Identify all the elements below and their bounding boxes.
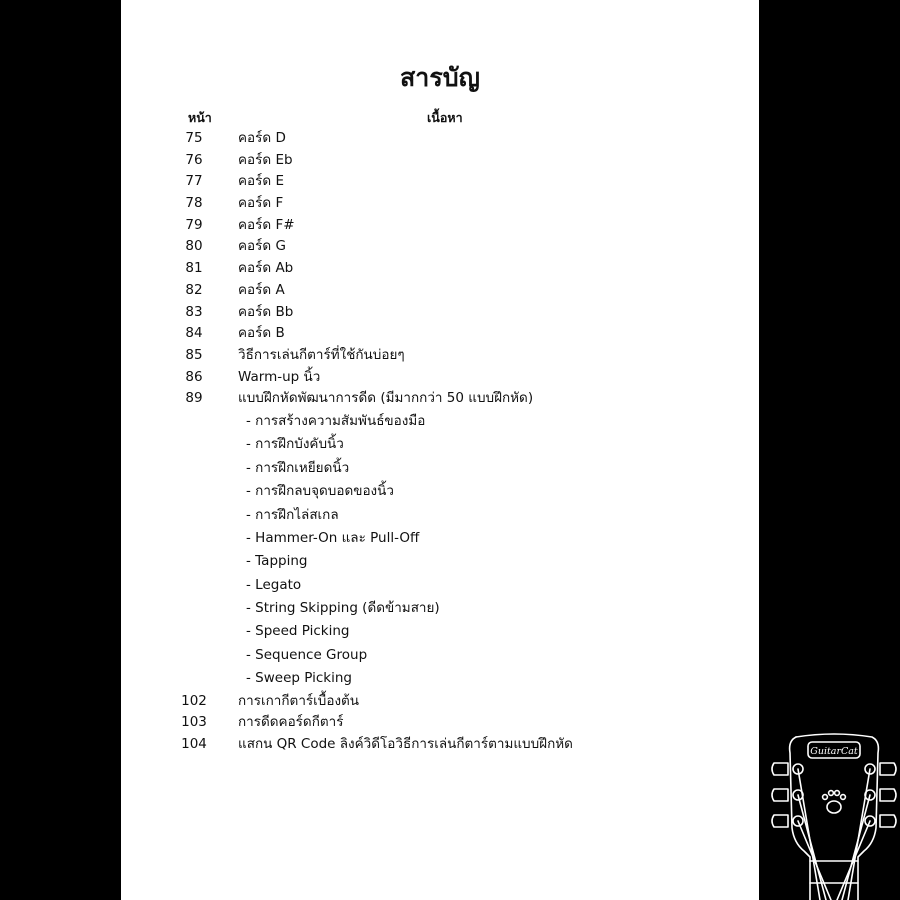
toc-subrow [121, 504, 759, 527]
toc-subentry-text: - การฝึกลบจุดบอดของนิ้ว [246, 483, 394, 500]
toc-entry-text: คอร์ด F# [238, 216, 295, 233]
toc-entry-text: คอร์ด B [238, 325, 285, 342]
toc-entry-text: คอร์ด Eb [238, 151, 293, 168]
toc-row [121, 323, 759, 345]
toc-entry-text: คอร์ด Ab [238, 260, 294, 277]
toc-page-number: 89 [185, 390, 203, 407]
toc-subrow [121, 433, 759, 456]
toc-subentry-text: - Hammer-On และ Pull-Off [246, 529, 420, 546]
toc-page-number: 77 [185, 173, 203, 190]
toc-subentry-text: - Tapping [246, 553, 308, 570]
toc-page-number: 102 [181, 692, 207, 709]
toc-page-number: 103 [181, 714, 207, 731]
toc-page-number: 80 [185, 238, 203, 255]
toc-row [121, 388, 759, 410]
toc-subentry-text: - Legato [246, 576, 302, 593]
guitar-headstock-icon [768, 733, 900, 900]
toc-row [121, 171, 759, 193]
toc-subrow [121, 644, 759, 667]
toc-page-number: 85 [185, 346, 203, 363]
table-of-contents [121, 128, 759, 756]
toc-row [121, 691, 759, 713]
toc-subentry-text: - การฝึกเหยียดนิ้ว [246, 459, 350, 476]
toc-entry-text: คอร์ด A [238, 281, 285, 298]
toc-subrow [121, 667, 759, 690]
toc-row [121, 258, 759, 280]
toc-row [121, 734, 759, 756]
toc-row [121, 302, 759, 324]
toc-entry-text: คอร์ด G [238, 238, 286, 255]
toc-page-number: 86 [185, 368, 203, 385]
header-page: หน้า [188, 110, 212, 125]
toc-entry-text: คอร์ด E [238, 173, 284, 190]
logo-text: GuitarCat [810, 746, 858, 757]
toc-row [121, 193, 759, 215]
toc-subentry-text: - String Skipping (ดีดข้ามสาย) [246, 600, 440, 617]
toc-row [121, 236, 759, 258]
toc-row [121, 150, 759, 172]
toc-entry-text: การดีดคอร์ดกีตาร์ [238, 714, 344, 731]
toc-row [121, 367, 759, 389]
toc-row [121, 345, 759, 367]
toc-page-number: 79 [185, 216, 203, 233]
toc-entry-text: คอร์ด D [238, 130, 286, 146]
toc-row [121, 280, 759, 302]
toc-entry-text: คอร์ด F [238, 195, 284, 212]
document-page [121, 0, 759, 900]
toc-subrow [121, 597, 759, 620]
toc-page-number: 75 [185, 130, 203, 146]
toc-subentry-text: - Sweep Picking [246, 670, 352, 687]
toc-entry-text: Warm-up นิ้ว [238, 368, 321, 385]
toc-subrow [121, 574, 759, 597]
toc-page-number: 83 [185, 303, 203, 320]
toc-subentry-text: - การฝึกบังคับนิ้ว [246, 436, 344, 453]
toc-entry-text: วิธีการเล่นกีตาร์ที่ใช้กันบ่อยๆ [238, 346, 405, 363]
toc-page-number: 76 [185, 151, 203, 168]
toc-subentry-text: - การสร้างความสัมพันธ์ของมือ [246, 412, 426, 429]
toc-page-number: 84 [185, 325, 203, 342]
toc-entry-text: การเกากีตาร์เบื้องต้น [238, 692, 360, 709]
toc-subrow [121, 410, 759, 433]
toc-row [121, 215, 759, 237]
header-content: เนื้อหา [427, 110, 463, 125]
toc-entry-text: คอร์ด Bb [238, 303, 294, 320]
toc-page-number: 82 [185, 281, 203, 298]
toc-subrow [121, 457, 759, 480]
toc-subrow [121, 527, 759, 550]
toc-subrow [121, 480, 759, 503]
toc-entry-text: แบบฝึกหัดพัฒนาการดีด (มีมากกว่า 50 แบบฝึกหัด) [238, 390, 534, 407]
toc-page-number: 78 [185, 195, 203, 212]
page-title: สารบัญ [400, 63, 480, 92]
toc-entry-text: แสกน QR Code ลิงค์วิดีโอวิธีการเล่นกีตาร์ตามแบบฝึกหัด [238, 736, 573, 752]
toc-row [121, 712, 759, 734]
toc-row [121, 128, 759, 150]
toc-subentry-text: - การฝึกไล่สเกล [246, 506, 339, 523]
toc-subentry-text: - Sequence Group [246, 646, 368, 663]
toc-subrow [121, 620, 759, 643]
toc-subentry-text: - Speed Picking [246, 623, 350, 640]
toc-page-number: 104 [181, 736, 207, 752]
toc-subrow [121, 550, 759, 573]
toc-page-number: 81 [185, 260, 203, 277]
